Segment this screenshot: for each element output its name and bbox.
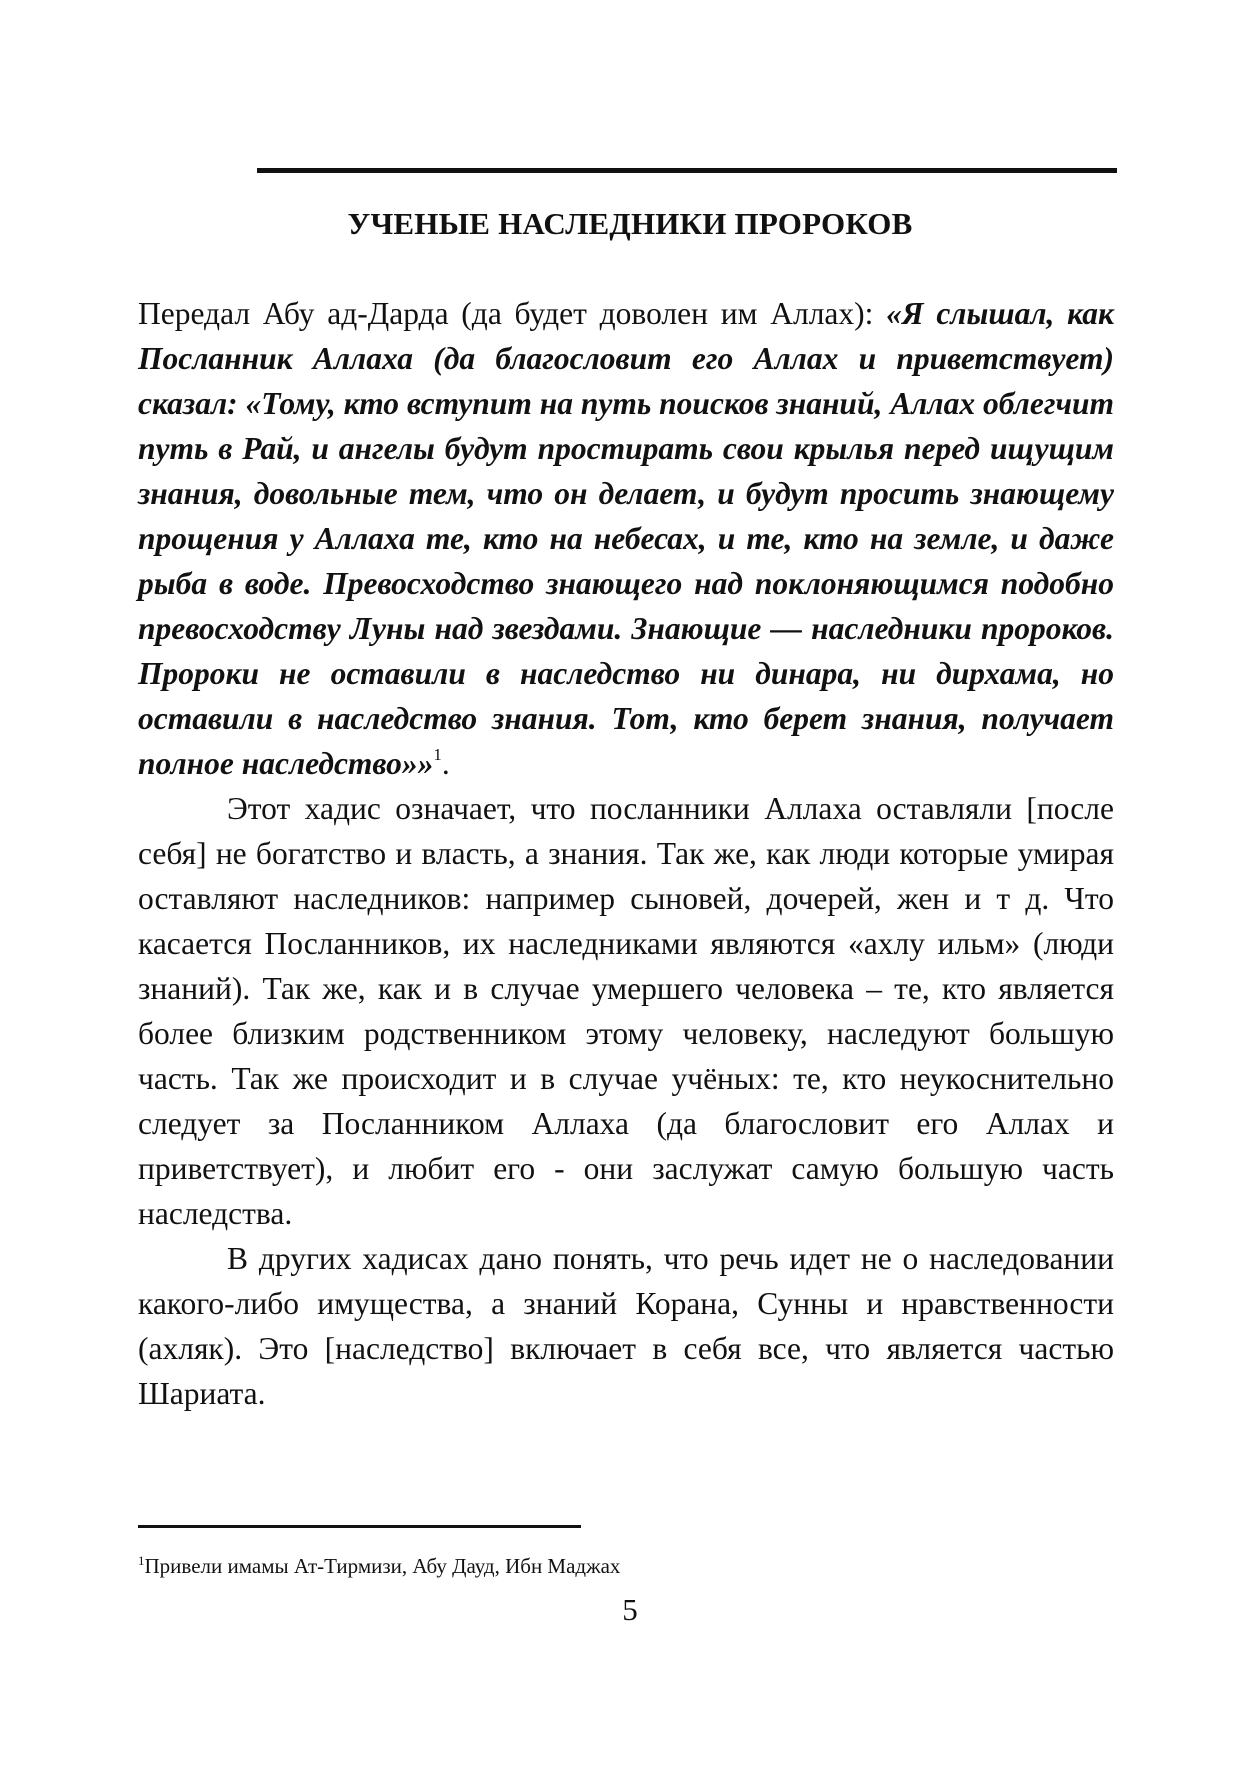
paragraph-other-hadiths: В других хадисах дано понять, что речь идет не о наследовании какого-либо имущества, а знаний Корана, Сунны и нравственности (ахляк). Это [наследство] включает в себя все, что является частью Шариата.: [138, 1241, 1114, 1411]
page-title: УЧЕНЫЕ НАСЛЕДНИКИ ПРОРОКОВ: [347, 206, 913, 241]
footnote-text: Привели имамы Ат-Тирмизи, Абу Дауд, Ибн Маджах: [144, 1554, 621, 1578]
paragraph-hadith: [138, 291, 1114, 786]
hadith-quote: «Я слышал, как Посланник Аллаха (да благословит его Аллах и приветствует) сказал: «Тому, кто вступит на путь поисков знаний, Аллах облегчит путь в Рай, и ангелы будут простирать свои крылья перед ищущим знания, довольные тем, что он делает, и будут просить знающему прощения у Аллаха те, кто на небесах, и те, кто на земле, и даже рыба в воде. Превосходство знающего над поклоняющимся подобно превосходству Луны над звездами. Знающие — наследники пророков. Пророки не оставили в наследство ни динара, ни дирхама, но оставили в наследство знания. Тот, кто берет знания, получает полное наследство»»: [138, 296, 1114, 781]
paragraph-commentary: Этот хадис означает, что посланники Аллаха оставляли [после себя] не богатство и власть, а знания. Так же, как люди которые умирая оставляют наследников: например сыновей, дочерей, жен и т д. Что касается Посланников, их наследниками являются «ахлу ильм» (люди знаний). Так же, как и в случае умершего человека – те, кто является более близким родственником этому человеку, наследуют большую часть. Так же происходит и в случае учёных: те, кто неукоснительно следует за Посланником Аллаха (да благословит его Аллах и приветствует), и любит его - они заслужат самую большую часть наследства.: [138, 791, 1114, 1231]
hadith-intro: Передал Абу ад-Дарда (да будет доволен им Аллах):: [138, 296, 887, 331]
footnote-separator: [138, 1525, 581, 1528]
footnote-mark: 1: [138, 1553, 145, 1568]
hadith-end-punctuation: .: [441, 746, 450, 781]
header-rule: [257, 168, 1117, 173]
page-number: 5: [622, 1592, 638, 1627]
footnote: [138, 1552, 620, 1580]
footnote-reference[interactable]: 1: [433, 745, 442, 764]
body-text: [138, 291, 1114, 1416]
